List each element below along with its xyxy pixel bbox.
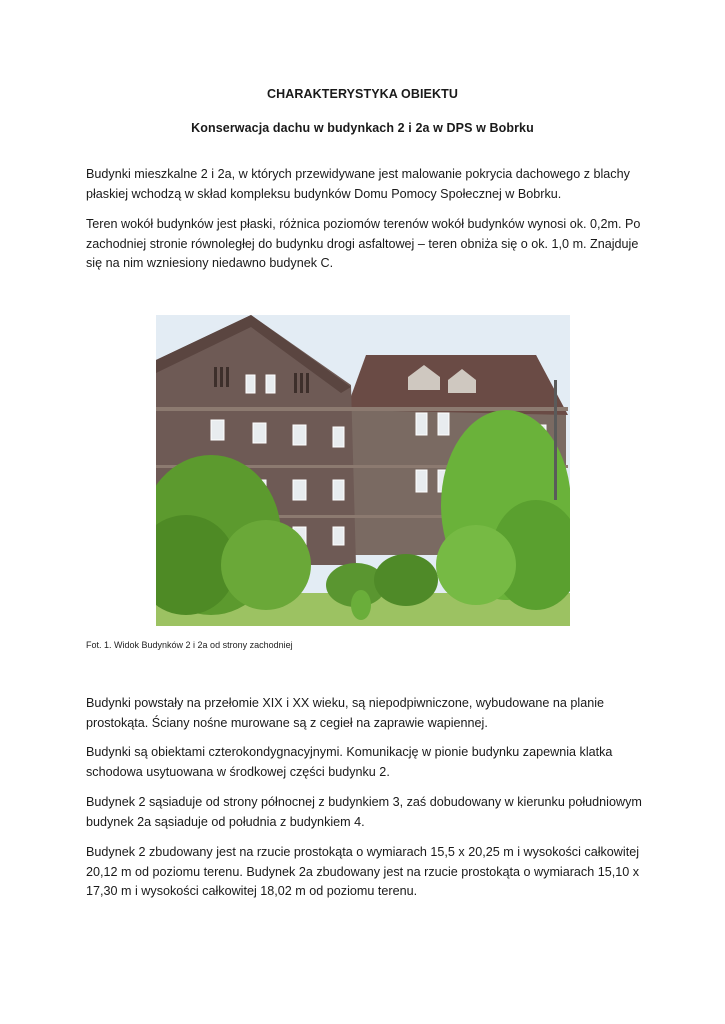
- photo-caption: Fot. 1. Widok Budynków 2 i 2a od strony zachodniej: [86, 640, 293, 650]
- paragraph-5: Budynek 2 sąsiaduje od strony północnej z budynkiem 3, zaś dobudowany w kierunku południowym budynek 2a sąsiaduje od południa z budynkiem 4.: [86, 795, 642, 829]
- paragraph-2: Teren wokół budynków jest płaski, różnica poziomów terenów wokół budynków wynosi ok. 0,2m. Po zachodniej stronie równoległej do budynku drogi asfaltowej – teren obniża się o ok. 1,0 m. Znajduje się na nim wzniesiony niedawno budynek C.: [86, 217, 641, 270]
- paragraph-3: Budynki powstały na przełomie XIX i XX wieku, są niepodpiwniczone, wybudowane na planie prostokąta. Ściany nośne murowane są z cegieł na zaprawie wapiennej.: [86, 696, 605, 730]
- building-photo: [156, 315, 570, 626]
- paragraph-1: Budynki mieszkalne 2 i 2a, w których przewidywane jest malowanie pokrycia dachowego z blachy płaskiej wchodzą w skład kompleksu budynków Domu Pomocy Społecznej w Bobrku.: [86, 167, 630, 201]
- paragraph-6: Budynek 2 zbudowany jest na rzucie prostokąta o wymiarach 15,5 x 20,25 m i wysokości całkowitej 20,12 m od poziomu terenu. Budynek 2a zbudowany jest na rzucie prostokąta o wymiarach 15,10 x 17,30 m i wysokości całkowitej 18,02 m od poziomu terenu.: [86, 845, 640, 898]
- document-subtitle: Konserwacja dachu w budynkach 2 i 2a w DPS w Bobrku: [191, 121, 534, 135]
- paragraph-4: Budynki są obiektami czterokondygnacyjnymi. Komunikację w pionie budynku zapewnia klatka schodowa usytuowana w środkowej części budynku 2.: [86, 745, 613, 779]
- document-title: CHARAKTERYSTYKA OBIEKTU: [267, 87, 458, 101]
